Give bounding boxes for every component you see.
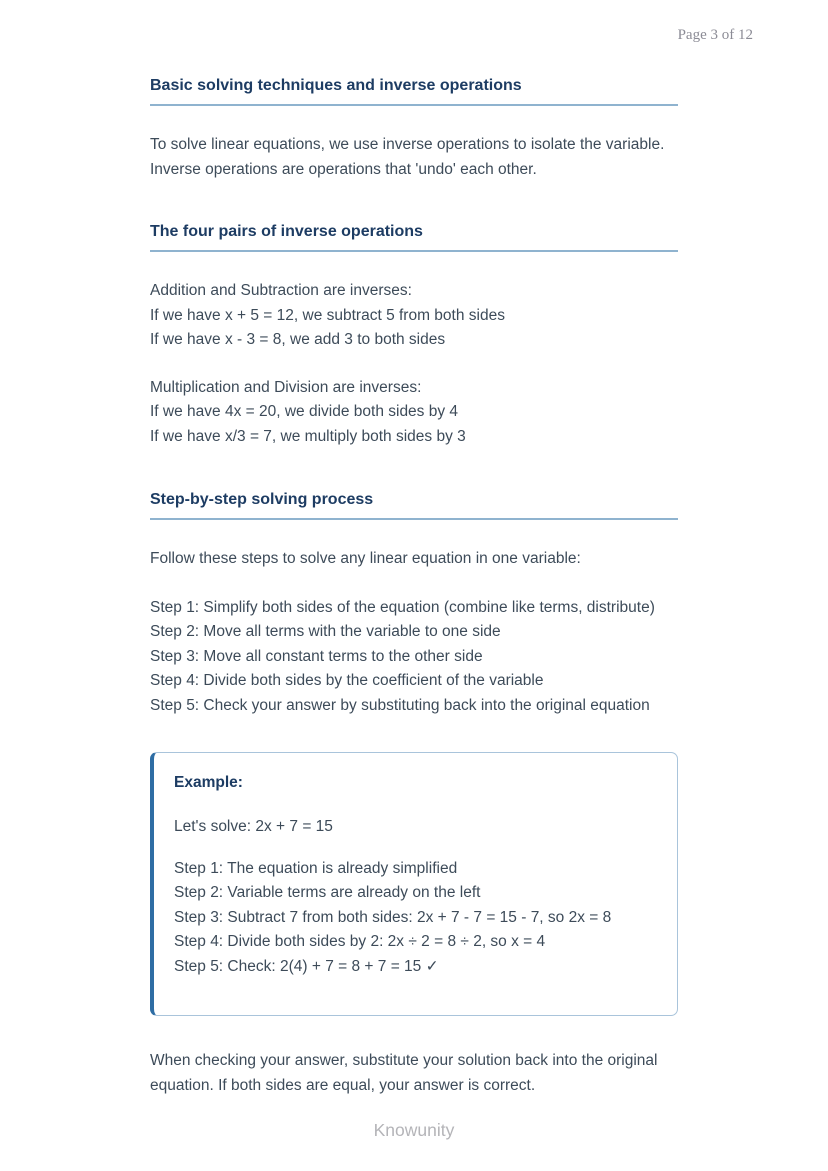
knowunity-brand-footer: Knowunity	[373, 1120, 455, 1140]
text-line: Addition and Subtraction are inverses:	[150, 282, 412, 299]
example-problem: Let's solve: 2x + 7 = 15	[174, 818, 333, 835]
text-line: If we have x - 3 = 8, we add 3 to both sides	[150, 331, 446, 348]
text-line: If we have 4x = 20, we divide both sides by 4	[150, 403, 459, 420]
text-line: If we have x + 5 = 12, we subtract 5 from both sides	[150, 306, 505, 324]
text-line: Multiplication and Division are inverses:	[150, 378, 422, 396]
step-line: Step 1: Simplify both sides of the equation (combine like terms, distribute)	[150, 598, 655, 616]
step-line: Step 3: Move all constant terms to the other side	[150, 647, 483, 665]
addition-subtraction-group	[150, 279, 678, 353]
example-callout-box	[150, 752, 678, 1016]
step-line: Step 2: Move all terms with the variable to one side	[150, 623, 501, 640]
example-step-line: Step 2: Variable terms are already on the left	[174, 884, 481, 901]
example-step-line: Step 4: Divide both sides by 2: 2x ÷ 2 = 8 ÷ 2, so x = 4	[174, 933, 546, 950]
example-title: Example:	[174, 774, 243, 791]
section-heading-step-by-step: Step-by-step solving process	[150, 491, 678, 520]
paragraph-checking-answer: When checking your answer, substitute your solution back into the original equation. If both sides are equal, your answer is correct.	[150, 1052, 658, 1094]
multiplication-division-group	[150, 376, 678, 450]
page-indicator: Page 3 of 12	[677, 27, 753, 43]
document-content	[150, 0, 678, 1098]
example-step-line: Step 5: Check: 2(4) + 7 = 8 + 7 = 15 ✓	[174, 957, 439, 975]
section-heading-four-pairs: The four pairs of inverse operations	[150, 223, 678, 252]
solving-steps-list	[150, 596, 678, 719]
step-line: Step 4: Divide both sides by the coefficient of the variable	[150, 672, 544, 689]
example-step-line: Step 3: Subtract 7 from both sides: 2x + 7 - 7 = 15 - 7, so 2x = 8	[174, 908, 612, 926]
paragraph-inverse-operations-intro: To solve linear equations, we use inverse operations to isolate the variable. Inverse operations are operations that 'undo' each other.	[150, 136, 665, 178]
example-step-line: Step 1: The equation is already simplified	[174, 859, 458, 877]
section-heading-basic-solving: Basic solving techniques and inverse operations	[150, 77, 678, 106]
example-steps-list	[174, 857, 657, 980]
text-line: If we have x/3 = 7, we multiply both sides by 3	[150, 427, 466, 445]
step-line: Step 5: Check your answer by substituting back into the original equation	[150, 696, 650, 714]
paragraph-steps-intro: Follow these steps to solve any linear equation in one variable:	[150, 550, 581, 567]
